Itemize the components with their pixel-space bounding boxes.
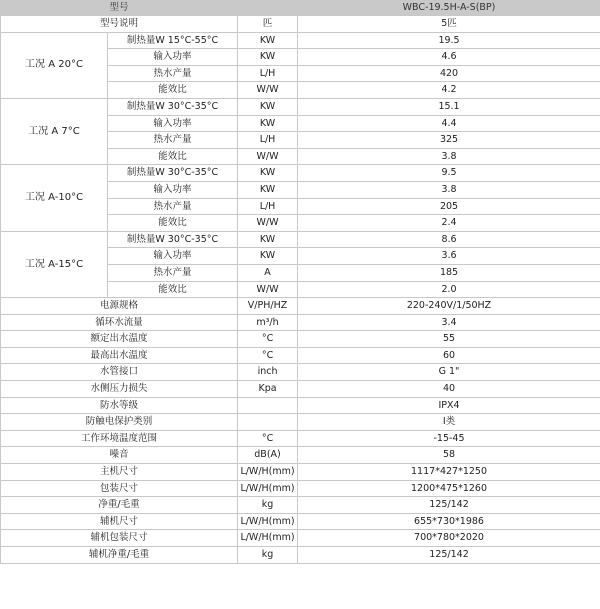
spec-unit: m³/h bbox=[238, 314, 298, 331]
condition-value: 185 bbox=[298, 264, 600, 281]
spec-name: 最高出水温度 bbox=[1, 347, 238, 364]
spec-row bbox=[1, 397, 600, 414]
spec-value: 220-240V/1/50HZ bbox=[298, 298, 600, 315]
condition-unit: L/H bbox=[238, 132, 298, 149]
condition-param: 能效比 bbox=[108, 148, 238, 165]
condition-unit: W/W bbox=[238, 281, 298, 298]
condition-value: 9.5 bbox=[298, 165, 600, 182]
condition-unit: W/W bbox=[238, 215, 298, 232]
condition-param: 输入功率 bbox=[108, 181, 238, 198]
condition-param: 热水产量 bbox=[108, 264, 238, 281]
spec-value: 5匹 bbox=[298, 16, 600, 33]
condition-param: 制热量W 15°C-55°C bbox=[108, 32, 238, 49]
condition-param: 输入功率 bbox=[108, 49, 238, 66]
spec-name: 循环水流量 bbox=[1, 314, 238, 331]
spec-name: 主机尺寸 bbox=[1, 464, 238, 481]
spec-row bbox=[1, 513, 600, 530]
spec-name: 包装尺寸 bbox=[1, 480, 238, 497]
spec-unit: °C bbox=[238, 347, 298, 364]
condition-unit: A bbox=[238, 264, 298, 281]
condition-unit: KW bbox=[238, 165, 298, 182]
spec-name: 辅机包装尺寸 bbox=[1, 530, 238, 547]
spec-name: 辅机尺寸 bbox=[1, 513, 238, 530]
spec-name: 辅机净重/毛重 bbox=[1, 547, 238, 564]
condition-param: 制热量W 30°C-35°C bbox=[108, 231, 238, 248]
condition-row bbox=[1, 98, 600, 115]
spec-row bbox=[1, 381, 600, 398]
spec-unit: 匹 bbox=[238, 16, 298, 33]
condition-value: 15.1 bbox=[298, 98, 600, 115]
condition-param: 制热量W 30°C-35°C bbox=[108, 165, 238, 182]
spec-value: 40 bbox=[298, 381, 600, 398]
spec-name: 电源规格 bbox=[1, 298, 238, 315]
spec-unit bbox=[238, 397, 298, 414]
spec-row bbox=[1, 430, 600, 447]
condition-unit: KW bbox=[238, 49, 298, 66]
condition-param: 能效比 bbox=[108, 82, 238, 99]
condition-value: 8.6 bbox=[298, 231, 600, 248]
condition-value: 205 bbox=[298, 198, 600, 215]
spec-unit: L/W/H(mm) bbox=[238, 464, 298, 481]
spec-unit: °C bbox=[238, 331, 298, 348]
spec-unit: kg bbox=[238, 497, 298, 514]
spec-unit: °C bbox=[238, 430, 298, 447]
header-model-label: 型号 bbox=[1, 1, 238, 16]
spec-name: 净重/毛重 bbox=[1, 497, 238, 514]
condition-param: 能效比 bbox=[108, 281, 238, 298]
spec-row bbox=[1, 447, 600, 464]
condition-value: 4.2 bbox=[298, 82, 600, 99]
condition-value: 325 bbox=[298, 132, 600, 149]
condition-param: 热水产量 bbox=[108, 198, 238, 215]
condition-unit: KW bbox=[238, 181, 298, 198]
condition-param: 输入功率 bbox=[108, 115, 238, 132]
condition-unit: W/W bbox=[238, 82, 298, 99]
spec-name: 水侧压力损失 bbox=[1, 381, 238, 398]
condition-unit: KW bbox=[238, 98, 298, 115]
spec-name: 水管接口 bbox=[1, 364, 238, 381]
condition-value: 3.8 bbox=[298, 181, 600, 198]
condition-label: 工况 A 7°C bbox=[1, 98, 108, 164]
condition-label: 工况 A-10°C bbox=[1, 165, 108, 231]
spec-unit: L/W/H(mm) bbox=[238, 480, 298, 497]
spec-name: 防水等级 bbox=[1, 397, 238, 414]
spec-row bbox=[1, 331, 600, 348]
spec-value: 55 bbox=[298, 331, 600, 348]
condition-value: 2.4 bbox=[298, 215, 600, 232]
condition-value: 420 bbox=[298, 65, 600, 82]
spec-value: 3.4 bbox=[298, 314, 600, 331]
spec-row bbox=[1, 364, 600, 381]
spec-value: G 1" bbox=[298, 364, 600, 381]
spec-row bbox=[1, 497, 600, 514]
spec-name: 工作环境温度范围 bbox=[1, 430, 238, 447]
condition-param: 热水产量 bbox=[108, 132, 238, 149]
condition-value: 3.8 bbox=[298, 148, 600, 165]
spec-row bbox=[1, 480, 600, 497]
condition-row bbox=[1, 32, 600, 49]
condition-unit: L/H bbox=[238, 65, 298, 82]
condition-unit: L/H bbox=[238, 198, 298, 215]
spec-value: I类 bbox=[298, 414, 600, 431]
condition-value: 4.4 bbox=[298, 115, 600, 132]
spec-value: 60 bbox=[298, 347, 600, 364]
spec-value: 58 bbox=[298, 447, 600, 464]
condition-unit: W/W bbox=[238, 148, 298, 165]
condition-label: 工况 A 20°C bbox=[1, 32, 108, 98]
spec-row bbox=[1, 547, 600, 564]
spec-name: 型号说明 bbox=[1, 16, 238, 33]
spec-row bbox=[1, 298, 600, 315]
spec-value: 1200*475*1260 bbox=[298, 480, 600, 497]
spec-name: 防触电保护类别 bbox=[1, 414, 238, 431]
spec-value: 1117*427*1250 bbox=[298, 464, 600, 481]
spec-value: 700*780*2020 bbox=[298, 530, 600, 547]
condition-unit: KW bbox=[238, 248, 298, 265]
spec-row bbox=[1, 16, 600, 33]
condition-unit: KW bbox=[238, 115, 298, 132]
condition-value: 19.5 bbox=[298, 32, 600, 49]
condition-value: 3.6 bbox=[298, 248, 600, 265]
spec-unit bbox=[238, 414, 298, 431]
spec-row bbox=[1, 314, 600, 331]
spec-row bbox=[1, 530, 600, 547]
spec-unit: L/W/H(mm) bbox=[238, 530, 298, 547]
spec-row bbox=[1, 464, 600, 481]
header-row bbox=[1, 1, 600, 16]
spec-unit: V/PH/HZ bbox=[238, 298, 298, 315]
spec-value: 125/142 bbox=[298, 547, 600, 564]
spec-unit: dB(A) bbox=[238, 447, 298, 464]
condition-unit: KW bbox=[238, 231, 298, 248]
spec-value: 125/142 bbox=[298, 497, 600, 514]
spec-value: 655*730*1986 bbox=[298, 513, 600, 530]
condition-param: 输入功率 bbox=[108, 248, 238, 265]
condition-param: 制热量W 30°C-35°C bbox=[108, 98, 238, 115]
spec-name: 额定出水温度 bbox=[1, 331, 238, 348]
condition-param: 热水产量 bbox=[108, 65, 238, 82]
header-model-value: WBC-19.5H-A-S(BP) bbox=[298, 1, 600, 16]
condition-label: 工况 A-15°C bbox=[1, 231, 108, 297]
condition-value: 2.0 bbox=[298, 281, 600, 298]
condition-param: 能效比 bbox=[108, 215, 238, 232]
spec-name: 噪音 bbox=[1, 447, 238, 464]
spec-table-body bbox=[1, 1, 600, 564]
condition-value: 4.6 bbox=[298, 49, 600, 66]
spec-unit: L/W/H(mm) bbox=[238, 513, 298, 530]
spec-row bbox=[1, 347, 600, 364]
spec-unit: inch bbox=[238, 364, 298, 381]
spec-row bbox=[1, 414, 600, 431]
spec-value: IPX4 bbox=[298, 397, 600, 414]
spec-unit: kg bbox=[238, 547, 298, 564]
condition-row bbox=[1, 165, 600, 182]
spec-unit: Kpa bbox=[238, 381, 298, 398]
condition-unit: KW bbox=[238, 32, 298, 49]
condition-row bbox=[1, 231, 600, 248]
spec-value: -15-45 bbox=[298, 430, 600, 447]
header-unit-cell bbox=[238, 1, 298, 16]
